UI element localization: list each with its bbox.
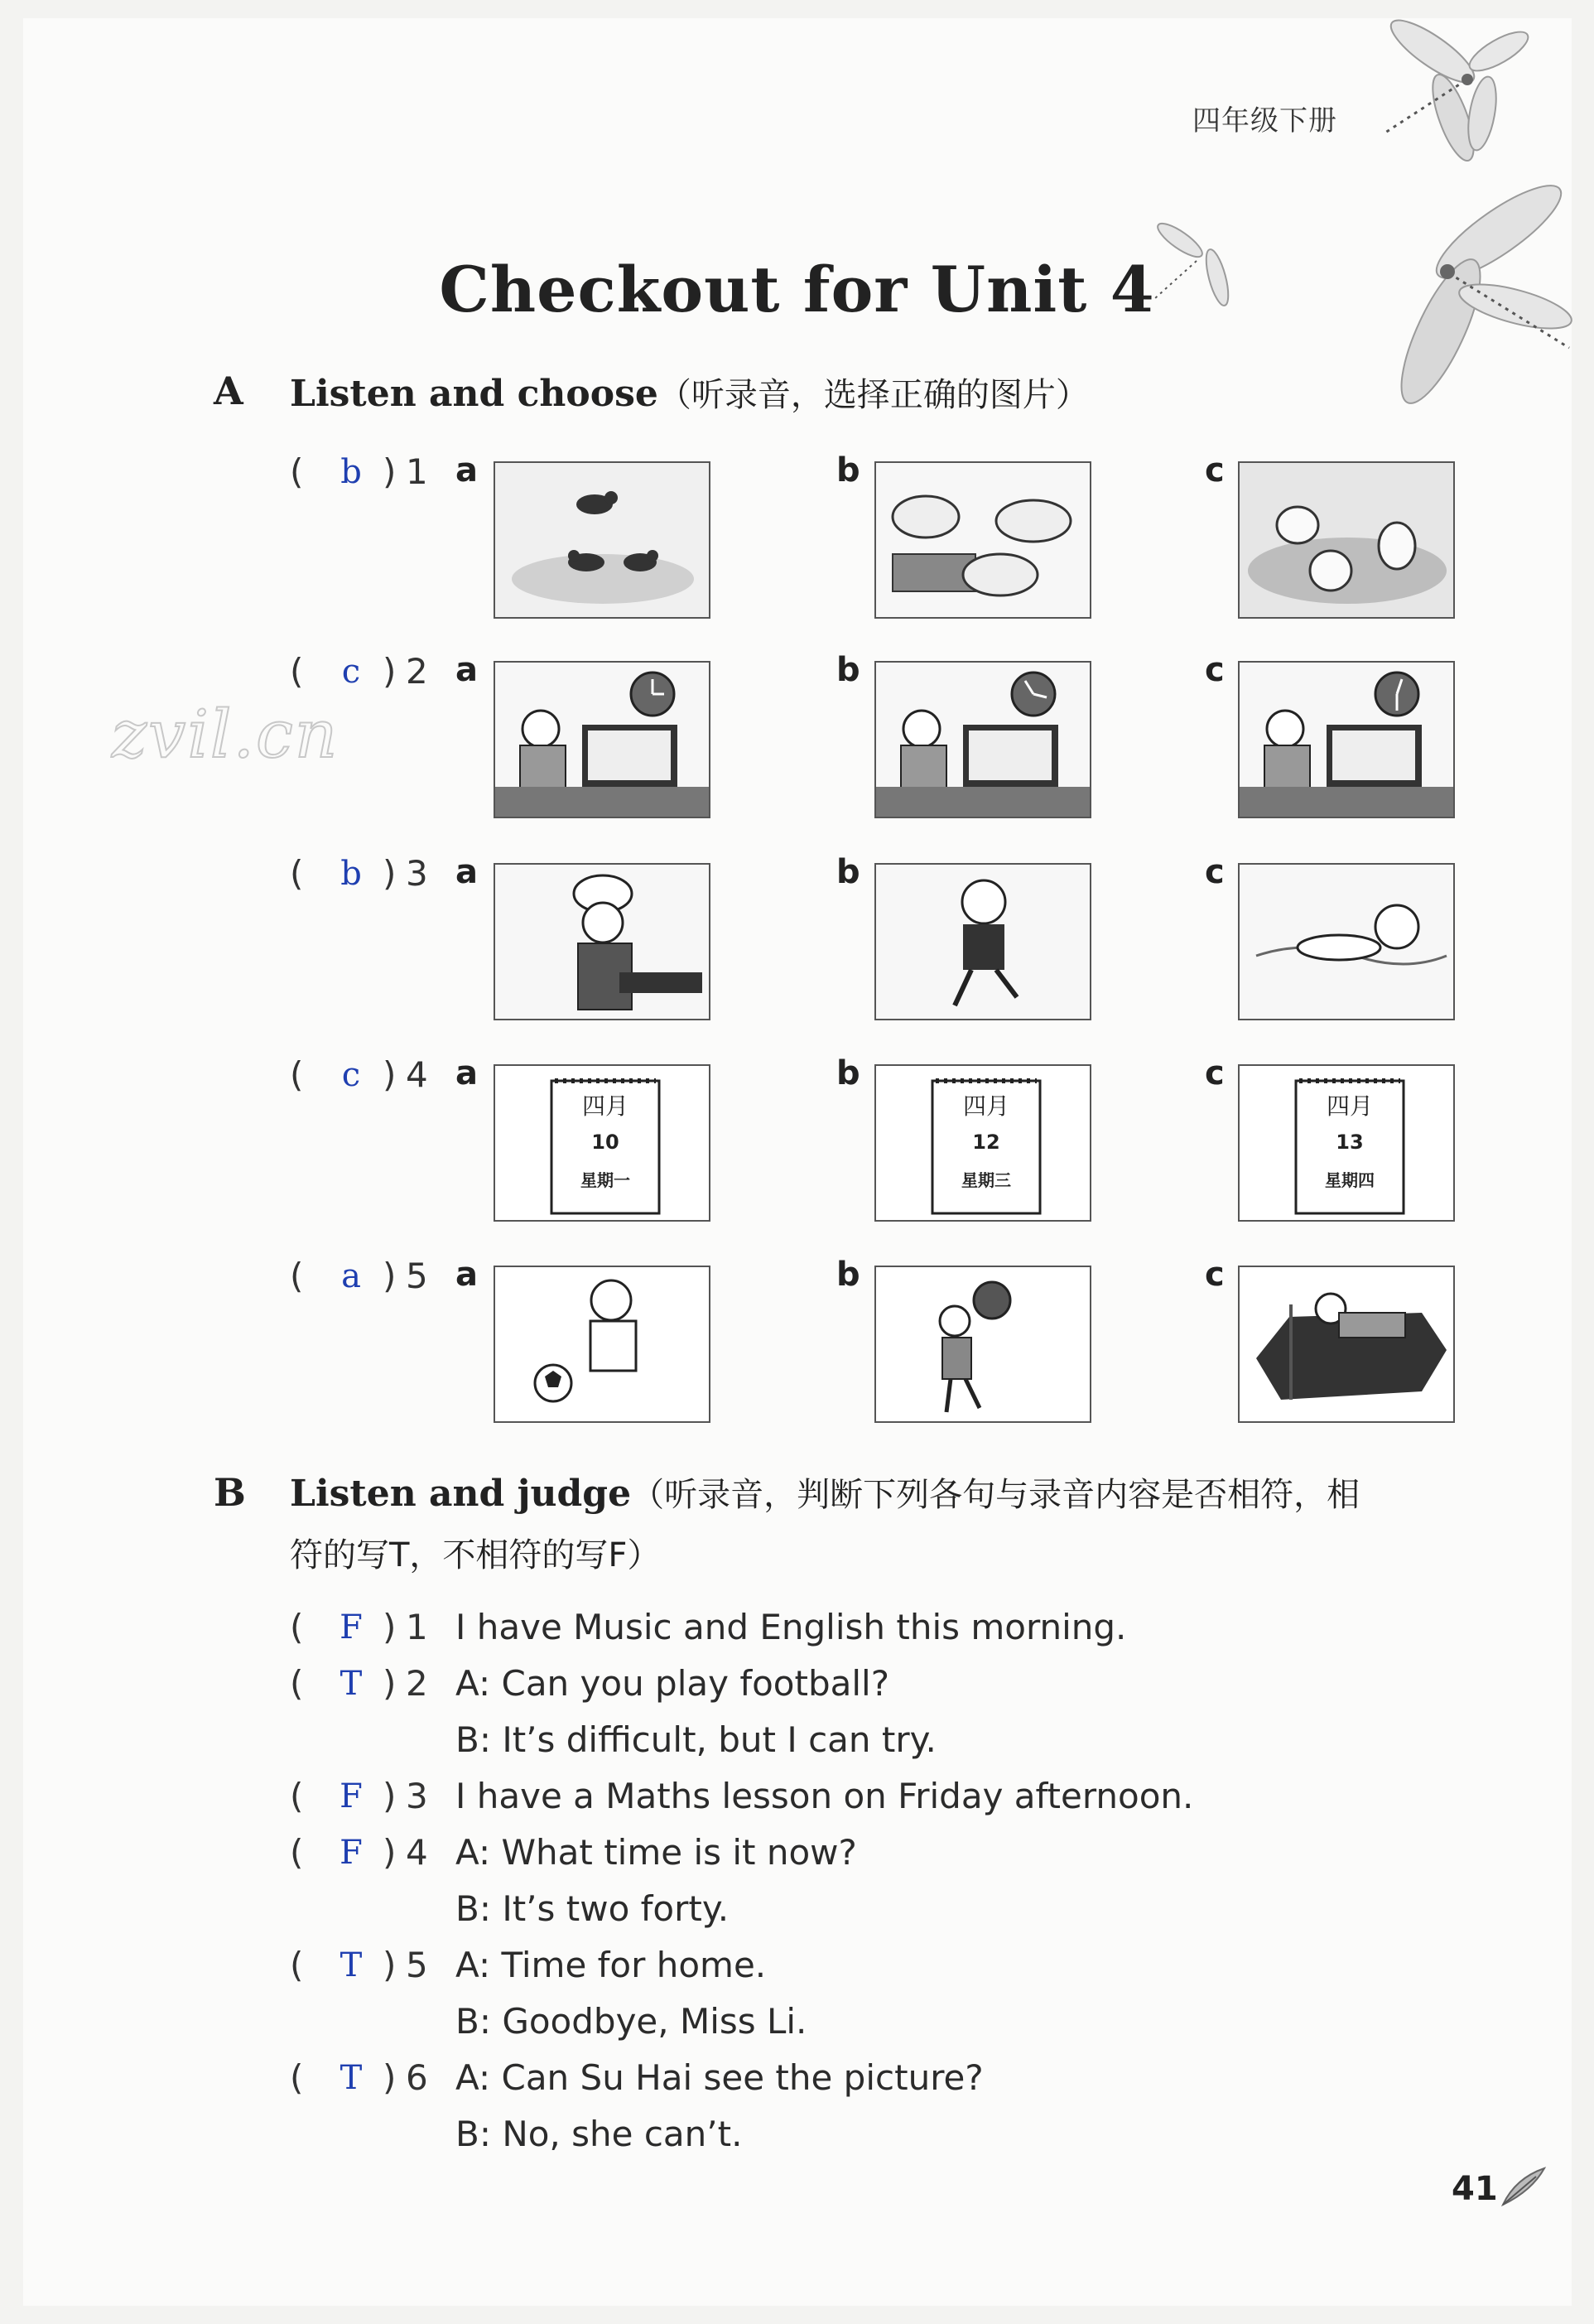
question-row bbox=[290, 1256, 1466, 1421]
question-number: 2 bbox=[406, 651, 428, 692]
question-row bbox=[290, 651, 1466, 817]
option-image-boy-tv-clock bbox=[494, 661, 710, 818]
answer: b bbox=[340, 453, 362, 491]
calendar-weekday: 星期四 bbox=[1325, 1170, 1375, 1190]
judge-item bbox=[290, 1776, 1466, 1832]
item-text: B: It’s difficult, but I can try. bbox=[455, 1719, 937, 1760]
option-image-cat-swim bbox=[1238, 863, 1455, 1020]
option-image-football bbox=[494, 1266, 710, 1423]
option-label-a: a bbox=[455, 1256, 478, 1294]
option-image-high-jump bbox=[1238, 1266, 1455, 1423]
close-bracket: ) bbox=[383, 1832, 397, 1873]
close-bracket: ) bbox=[383, 2057, 397, 2098]
open-bracket: ( bbox=[290, 1776, 304, 1816]
open-bracket: ( bbox=[290, 1945, 304, 1985]
page-number: 41 bbox=[1452, 2170, 1498, 2208]
judge-item bbox=[290, 1607, 1466, 1663]
close-bracket: ) bbox=[383, 451, 397, 492]
option-image-boy-tv-clock bbox=[1238, 661, 1455, 818]
answer: F bbox=[340, 1608, 363, 1647]
question-number: 3 bbox=[406, 853, 428, 894]
item-text: A: Can Su Hai see the picture? bbox=[455, 2057, 984, 2098]
open-bracket: ( bbox=[290, 651, 304, 692]
item-text: I have a Maths lesson on Friday afternoon. bbox=[455, 1776, 1194, 1816]
section-a-heading-en: Listen and choose bbox=[290, 373, 658, 415]
calendar-weekday: 星期一 bbox=[580, 1170, 630, 1190]
calendar-month: 四月 bbox=[1326, 1092, 1374, 1120]
grade-label: 四年级下册 bbox=[1192, 104, 1337, 137]
answer: b bbox=[340, 855, 362, 893]
item-text: I have Music and English this morning. bbox=[455, 1607, 1127, 1647]
section-b-letter: B bbox=[214, 1470, 246, 1515]
option-label-b: b bbox=[836, 1054, 860, 1092]
judge-item bbox=[290, 2057, 1466, 2114]
leaf-icon bbox=[1499, 2162, 1548, 2211]
item-number: 4 bbox=[406, 1832, 428, 1873]
question-number: 5 bbox=[406, 1256, 428, 1296]
option-image-chicks bbox=[1238, 461, 1455, 619]
option-label-c: c bbox=[1205, 1256, 1225, 1294]
section-b-heading bbox=[290, 1464, 1466, 1585]
judge-item bbox=[290, 1832, 1466, 1888]
open-bracket: ( bbox=[290, 451, 304, 492]
section-a-heading bbox=[290, 364, 1089, 425]
question-number: 1 bbox=[406, 451, 428, 492]
option-image-cat-chef bbox=[494, 863, 710, 1020]
option-label-b: b bbox=[836, 651, 860, 689]
open-bracket: ( bbox=[290, 853, 304, 894]
item-number: 1 bbox=[406, 1607, 428, 1647]
item-number: 5 bbox=[406, 1945, 428, 1985]
close-bracket: ) bbox=[383, 853, 397, 894]
close-bracket: ) bbox=[383, 1054, 397, 1095]
judge-item-line bbox=[290, 2001, 1466, 2057]
item-text: B: It’s two forty. bbox=[455, 1888, 730, 1929]
close-bracket: ) bbox=[383, 1776, 397, 1816]
open-bracket: ( bbox=[290, 1054, 304, 1095]
close-bracket: ) bbox=[383, 651, 397, 692]
item-text: A: Time for home. bbox=[455, 1945, 767, 1985]
watermark: zvil.cn bbox=[112, 696, 340, 773]
open-bracket: ( bbox=[290, 1607, 304, 1647]
section-a-heading-cn: （听录音，选择正确的图片） bbox=[657, 376, 1089, 414]
answer: c bbox=[341, 1056, 361, 1094]
item-text: A: Can you play football? bbox=[455, 1663, 889, 1704]
option-image-calendar bbox=[1238, 1064, 1455, 1222]
option-image-pigs bbox=[874, 461, 1091, 619]
question-number: 4 bbox=[406, 1054, 428, 1095]
option-image-calendar bbox=[874, 1064, 1091, 1222]
open-bracket: ( bbox=[290, 1832, 304, 1873]
section-b-heading-cn-2: 符的写T，不相符的写F） bbox=[290, 1536, 661, 1574]
dragonfly-decoration-top bbox=[1358, 18, 1573, 184]
page-title: Checkout for Unit 4 bbox=[439, 253, 1155, 326]
item-text: B: Goodbye, Miss Li. bbox=[455, 2001, 807, 2042]
answer: T bbox=[340, 1665, 363, 1703]
option-label-a: a bbox=[455, 451, 478, 489]
judge-item-line bbox=[290, 2114, 1466, 2170]
answer: F bbox=[340, 1777, 363, 1815]
judge-item bbox=[290, 1663, 1466, 1719]
option-label-b: b bbox=[836, 853, 860, 891]
option-label-c: c bbox=[1205, 1054, 1225, 1092]
close-bracket: ) bbox=[383, 1945, 397, 1985]
open-bracket: ( bbox=[290, 2057, 304, 2098]
option-label-b: b bbox=[836, 451, 860, 489]
answer: T bbox=[340, 2059, 363, 2097]
answer: c bbox=[341, 653, 361, 691]
option-label-a: a bbox=[455, 1054, 478, 1092]
open-bracket: ( bbox=[290, 1256, 304, 1296]
item-number: 6 bbox=[406, 2057, 428, 2098]
item-number: 2 bbox=[406, 1663, 428, 1704]
option-label-b: b bbox=[836, 1256, 860, 1294]
option-image-birds bbox=[494, 461, 710, 619]
question-row bbox=[290, 1054, 1466, 1220]
option-image-basketball bbox=[874, 1266, 1091, 1423]
close-bracket: ) bbox=[383, 1256, 397, 1296]
calendar-month: 四月 bbox=[581, 1092, 629, 1120]
option-image-calendar bbox=[494, 1064, 710, 1222]
question-row bbox=[290, 853, 1466, 1019]
answer: a bbox=[341, 1257, 361, 1295]
section-a-letter: A bbox=[214, 369, 243, 413]
option-label-c: c bbox=[1205, 651, 1225, 689]
item-number: 3 bbox=[406, 1776, 428, 1816]
question-row bbox=[290, 451, 1466, 617]
judge-item-line bbox=[290, 1888, 1466, 1945]
close-bracket: ) bbox=[383, 1607, 397, 1647]
option-label-a: a bbox=[455, 651, 478, 689]
close-bracket: ) bbox=[383, 1663, 397, 1704]
judge-item-line bbox=[290, 1719, 1466, 1776]
answer: F bbox=[340, 1834, 363, 1872]
calendar-day: 12 bbox=[972, 1131, 1000, 1154]
option-image-boy-tv-clock bbox=[874, 661, 1091, 818]
option-image-cat-skate bbox=[874, 863, 1091, 1020]
item-text: B: No, she can’t. bbox=[455, 2114, 743, 2154]
item-text: A: What time is it now? bbox=[455, 1832, 857, 1873]
open-bracket: ( bbox=[290, 1663, 304, 1704]
calendar-day: 13 bbox=[1336, 1131, 1364, 1154]
judge-item bbox=[290, 1945, 1466, 2001]
section-b-heading-en: Listen and judge bbox=[290, 1473, 632, 1515]
option-label-a: a bbox=[455, 853, 478, 891]
calendar-weekday: 星期三 bbox=[961, 1170, 1011, 1190]
calendar-day: 10 bbox=[591, 1131, 619, 1154]
answer: T bbox=[340, 1946, 363, 1984]
option-label-c: c bbox=[1205, 451, 1225, 489]
section-b-heading-cn-1: （听录音，判断下列各句与录音内容是否相符，相 bbox=[631, 1476, 1360, 1514]
calendar-month: 四月 bbox=[962, 1092, 1010, 1120]
option-label-c: c bbox=[1205, 853, 1225, 891]
